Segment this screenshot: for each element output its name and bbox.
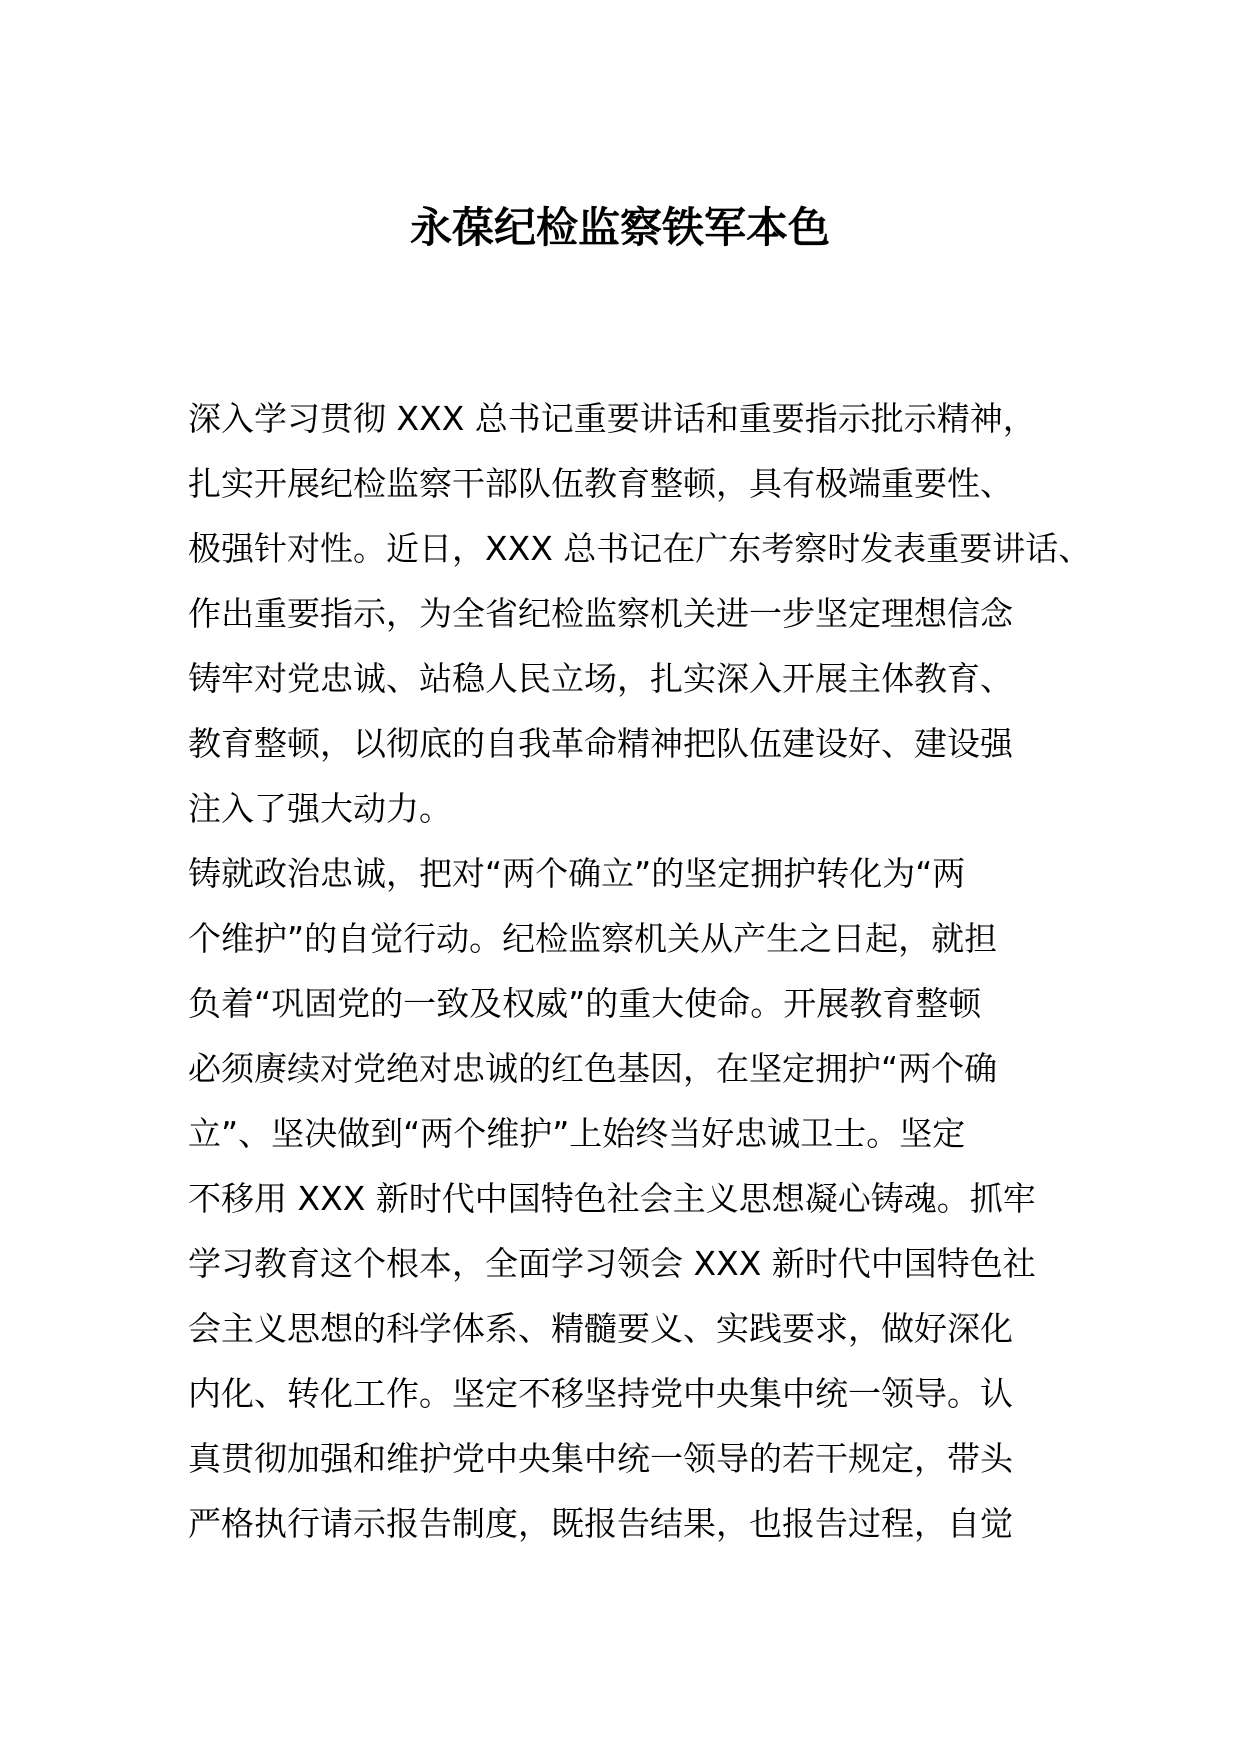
body-line: 学习教育这个根本，全面学习领会 XXX 新时代中国特色社 [188,1244,1036,1283]
body-line: 立”、坚决做到“两个维护”上始终当好忠诚卫士。坚定 [188,1114,966,1153]
document-title: 永葆纪检监察铁军本色 [409,203,830,252]
body-line: 铸就政治忠诚，把对“两个确立”的坚定拥护转化为“两 [188,854,966,893]
body-line: 极强针对性。近日，XXX 总书记在广东考察时发表重要讲话、 [188,529,1092,568]
body-line: 教育整顿，以彻底的自我革命精神把队伍建设好、建设强 [188,724,1013,763]
body-line: 会主义思想的科学体系、精髓要义、实践要求，做好深化 [188,1309,1013,1348]
body-line: 严格执行请示报告制度，既报告结果，也报告过程，自觉 [188,1504,1013,1543]
body-line: 负着“巩固党的一致及权威”的重大使命。开展教育整顿 [188,984,982,1023]
body-line: 个维护”的自觉行动。纪检监察机关从产生之日起，就担 [188,919,998,958]
body-line: 不移用 XXX 新时代中国特色社会主义思想凝心铸魂。抓牢 [188,1179,1036,1218]
body-line: 铸牢对党忠诚、站稳人民立场，扎实深入开展主体教育、 [188,659,1013,698]
body-line: 深入学习贯彻 XXX 总书记重要讲话和重要指示批示精神， [188,399,1036,438]
body-line: 真贯彻加强和维护党中央集中统一领导的若干规定，带头 [188,1439,1013,1478]
body-line: 扎实开展纪检监察干部队伍教育整顿，具有极端重要性、 [188,464,1013,503]
body-line: 必须赓续对党绝对忠诚的红色基因，在坚定拥护“两个确 [188,1049,998,1088]
body-line: 作出重要指示，为全省纪检监察机关进一步坚定理想信念 [188,594,1013,633]
document-body [188,386,1092,1556]
body-line: 内化、转化工作。坚定不移坚持党中央集中统一领导。认 [188,1374,1013,1413]
body-line: 注入了强大动力。 [188,789,452,828]
